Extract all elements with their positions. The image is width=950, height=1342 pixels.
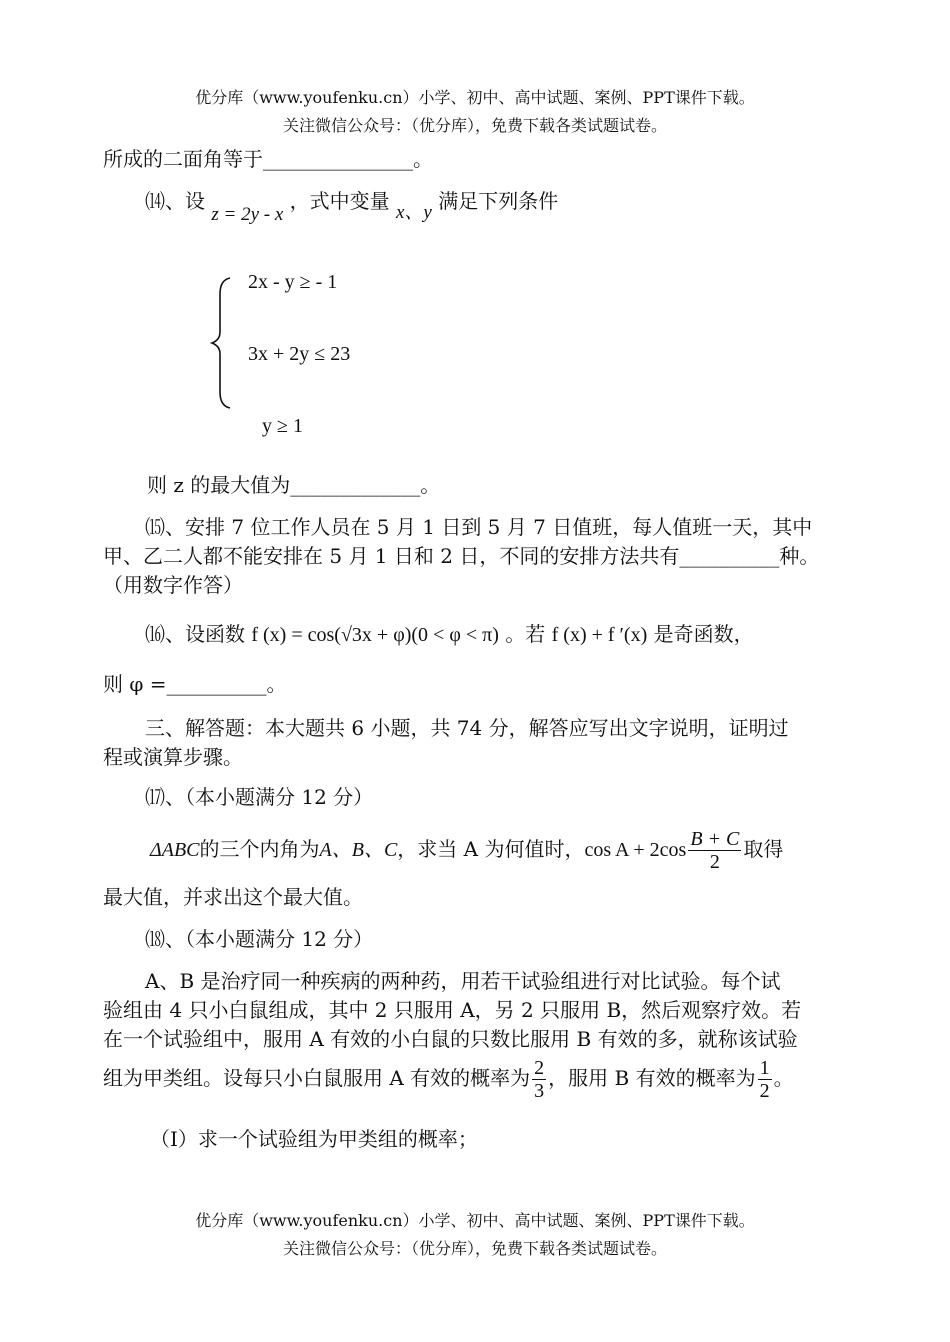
footer-line-1: 优分库（www.youfenku.cn）小学、初中、高中试题、案例、PPT课件下载。 (195, 1211, 755, 1230)
prob-b-den: 2 (759, 1080, 770, 1102)
q17-text-3: 取得 (743, 837, 784, 861)
q16-line-1 (145, 620, 754, 649)
q18-line-2: 验组由 4 只小白鼠组成，其中 2 只服用 A，另 2 只服用 B，然后观察疗效。若 (103, 998, 802, 1022)
prob-b-num: 1 (759, 1057, 770, 1079)
q17-frac-den: 2 (709, 851, 720, 873)
header-line-1: 优分库（www.youfenku.cn）小学、初中、高中试题、案例、PPT课件下载。 (195, 88, 755, 107)
header-line-2: 关注微信公众号：（优分库），免费下载各类试题试卷。 (282, 116, 667, 135)
section3-line-1: 三、解答题：本大题共 6 小题，共 74 分，解答应写出文字说明，证明过 (145, 716, 789, 740)
q16-line-2: 则 φ =__________。 (103, 672, 287, 696)
q18-heading: ⒅、（本小题满分 12 分） (145, 927, 374, 951)
q18-line-3: 在一个试验组中，服用 A 有效的小白鼠的只数比服用 B 有效的多，就称该试验 (103, 1027, 798, 1051)
q18-line-4c: 。 (773, 1066, 794, 1090)
q14-prefix: ⒁、设 (145, 189, 205, 213)
q18-line-4a: 组为甲类组。设每只小白鼠服用 A 有效的概率为 (103, 1066, 531, 1090)
q17-text-1: 的三个内角为 (199, 837, 320, 861)
constraint-2: 3x + 2y ≤ 23 (248, 343, 351, 365)
q16-mid: 。若 (505, 622, 546, 646)
q18-line-4 (103, 1055, 794, 1102)
q18-line-1: A、B 是治疗同一种疾病的两种药，用若干试验组进行对比试验。每个试 (145, 969, 781, 993)
system-brace (208, 276, 238, 410)
constraint-3: y ≥ 1 (262, 415, 303, 437)
section3-line-2: 程或演算步骤。 (103, 745, 243, 769)
q16-prefix: ⒃、设函数 (145, 622, 245, 646)
q18-part-1: （Ⅰ）求一个试验组为甲类组的概率； (150, 1127, 478, 1151)
q17-heading: ⒄、（本小题满分 12 分） (145, 785, 374, 809)
q16-condition: f (x) + f ′(x) (551, 624, 648, 646)
prob-b-fraction (758, 1057, 772, 1102)
footer-line-2: 关注微信公众号：（优分库），免费下载各类试题试卷。 (282, 1239, 667, 1258)
q13-tail: 所成的二面角等于_______________。 (103, 147, 433, 171)
q17-text-2: ，求当 A 为何值时， (397, 837, 585, 861)
q14-objective: z = 2y - x (211, 204, 284, 225)
prob-a-num: 2 (534, 1057, 545, 1079)
q15-line-1: ⒂、安排 7 位工作人员在 5 月 1 日到 5 月 7 日值班，每人值班一天，其中 (145, 515, 813, 539)
q17-angles: A、B、C (319, 839, 398, 861)
q14-mid: ，式中变量 (289, 189, 390, 213)
q14-answer: 则 z 的最大值为_____________。 (147, 473, 441, 497)
q15-line-3: （用数字作答） (103, 573, 243, 597)
q17-line-2: 最大值，并求出这个最大值。 (103, 885, 363, 909)
q14-suffix: 满足下列条件 (438, 189, 559, 213)
prob-a-fraction (532, 1057, 546, 1102)
q17-triangle: ΔABC (150, 839, 200, 861)
q17-line-1 (150, 826, 783, 873)
q16-suffix: 是奇函数， (653, 622, 754, 646)
q15-line-2: 甲、乙二人都不能安排在 5 月 1 日和 2 日，不同的安排方法共有__________种。 (103, 544, 820, 568)
q17-fraction (688, 828, 741, 873)
q14-intro (145, 187, 559, 225)
q18-line-4b: ，服用 B 有效的概率为 (548, 1066, 756, 1090)
q17-expression: cos A + 2cos (584, 839, 687, 861)
q14-variables: x、y (396, 202, 432, 223)
constraint-1: 2x - y ≥ - 1 (248, 271, 338, 293)
prob-a-den: 3 (534, 1080, 545, 1102)
q16-function: f (x) = cos(√3x + φ)(0 < φ < π) (251, 624, 499, 646)
q17-frac-num: B + C (690, 828, 740, 850)
